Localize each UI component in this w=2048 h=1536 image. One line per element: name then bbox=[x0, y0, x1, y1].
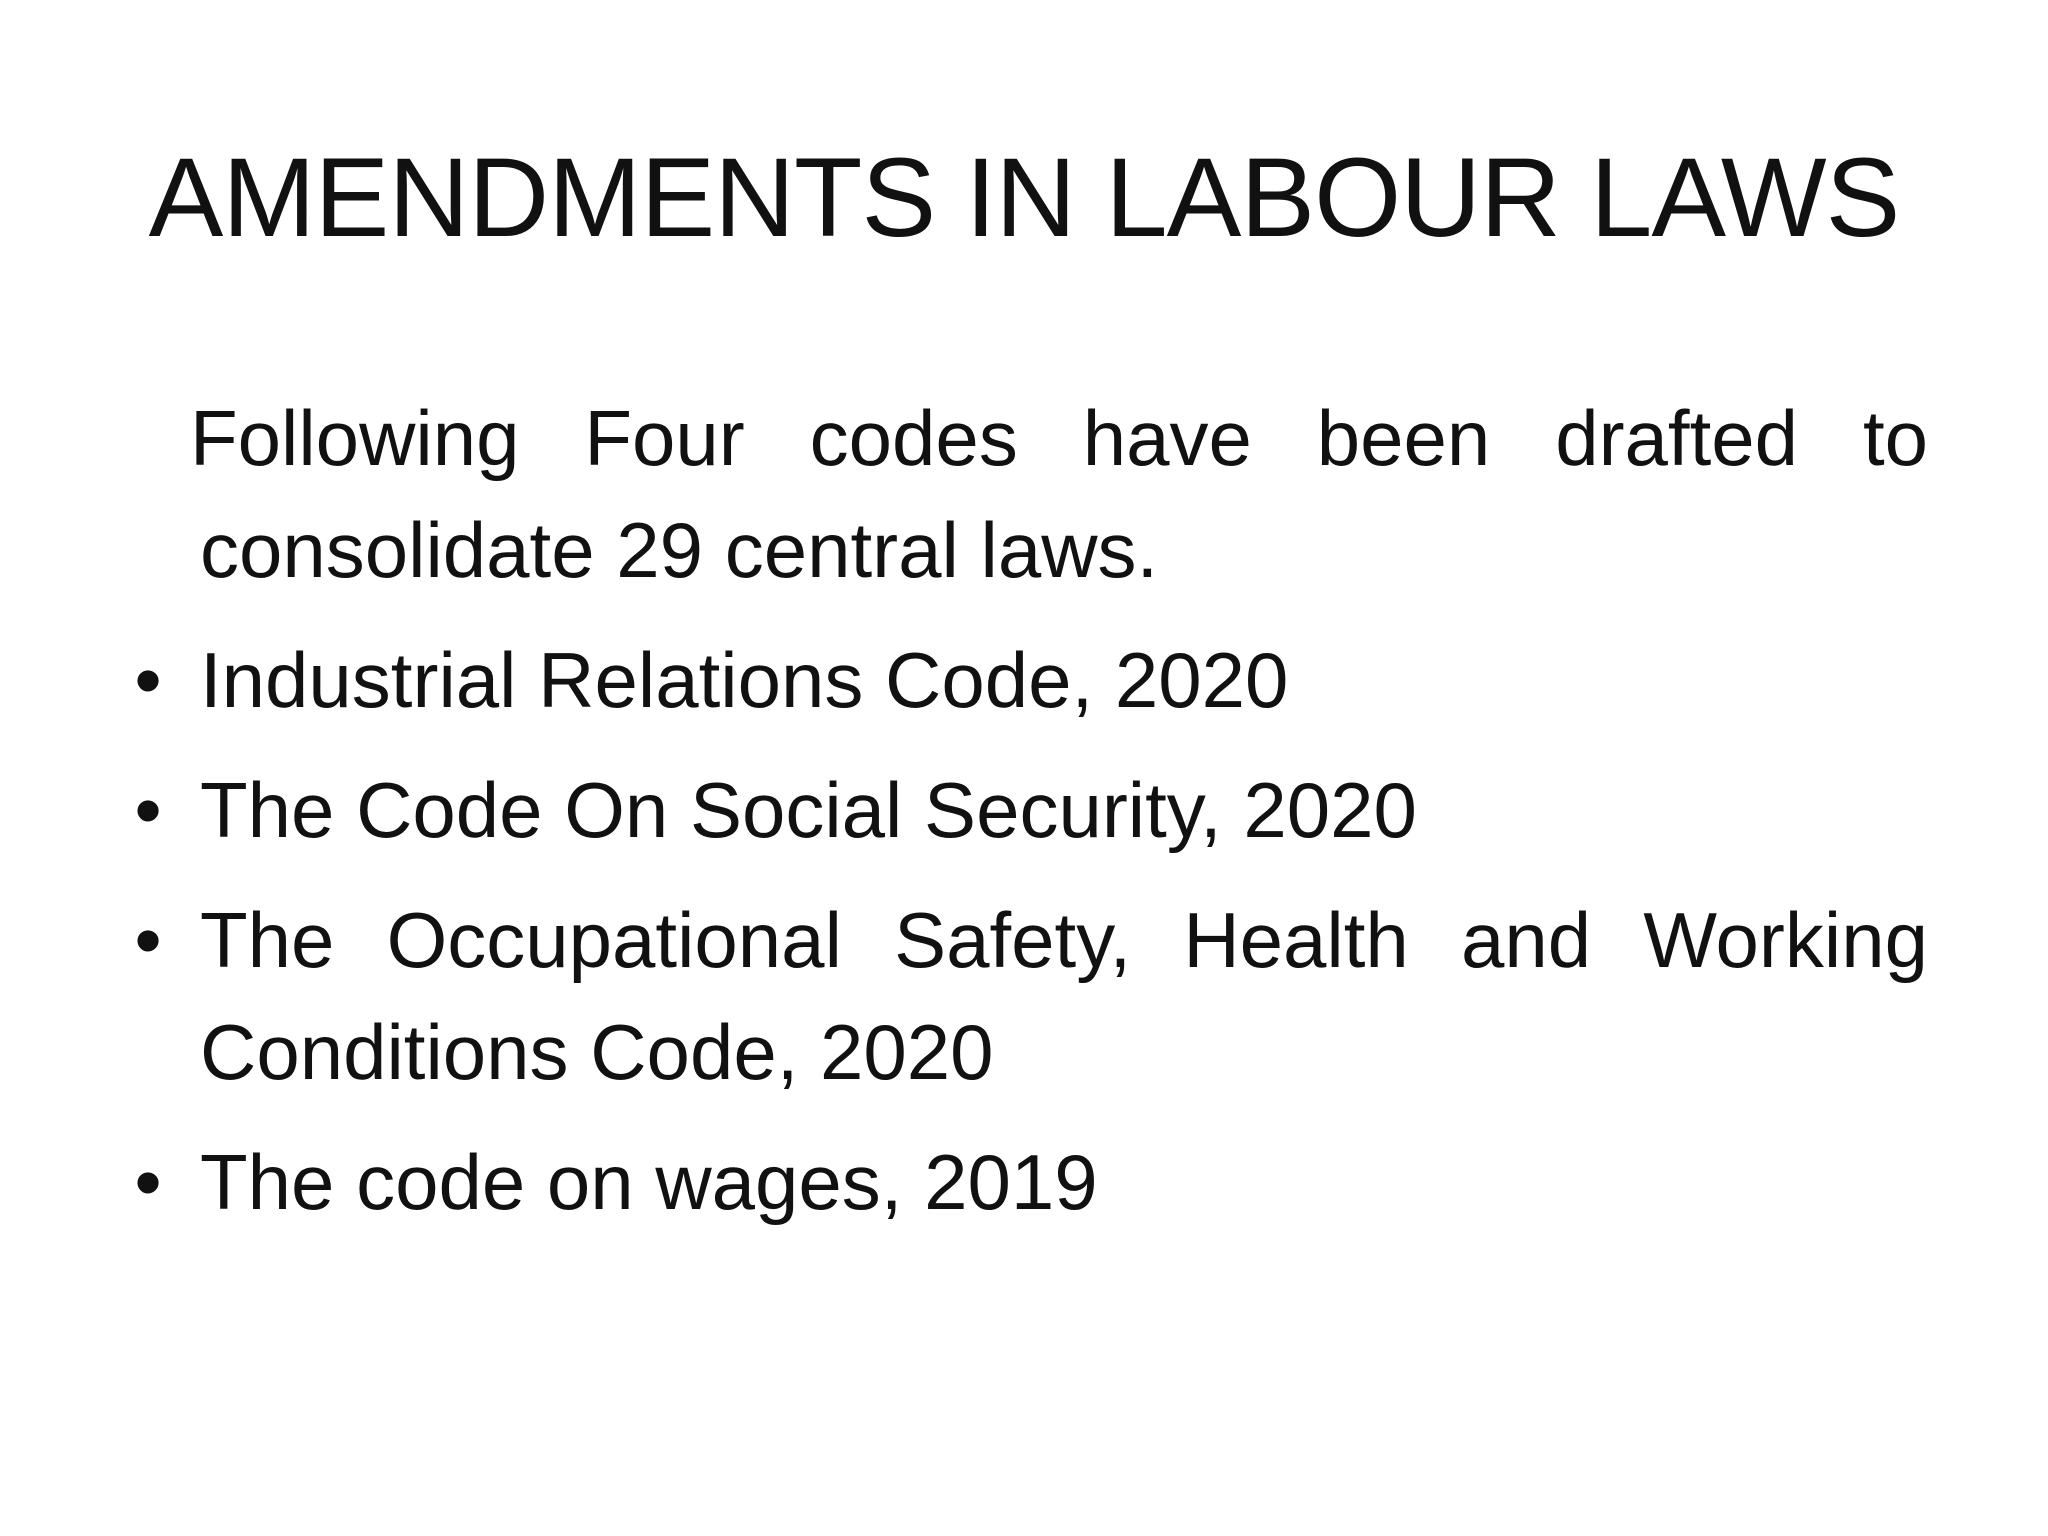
slide-body bbox=[134, 382, 1928, 1256]
list-item-label: The Occupational Safety, Health and Working Conditions Code, 2020 bbox=[200, 896, 1928, 1096]
bullet-icon: • bbox=[134, 1138, 162, 1226]
list-item-label: Industrial Relations Code, 2020 bbox=[200, 636, 1289, 724]
list-item bbox=[134, 624, 1928, 736]
code-list bbox=[134, 624, 1928, 1238]
bullet-icon: • bbox=[134, 896, 162, 984]
bullet-icon: • bbox=[134, 766, 162, 854]
list-item-label: The code on wages, 2019 bbox=[200, 1138, 1098, 1226]
list-item bbox=[134, 754, 1928, 866]
list-item bbox=[134, 884, 1928, 1108]
bullet-icon: • bbox=[134, 636, 162, 724]
intro-text: Following Four codes have been drafted to consolidate 29 central laws. bbox=[190, 394, 1928, 594]
list-item-label: The Code On Social Security, 2020 bbox=[200, 766, 1417, 854]
list-item bbox=[134, 1126, 1928, 1238]
slide-title: AMENDMENTS IN LABOUR LAWS bbox=[148, 135, 1900, 260]
